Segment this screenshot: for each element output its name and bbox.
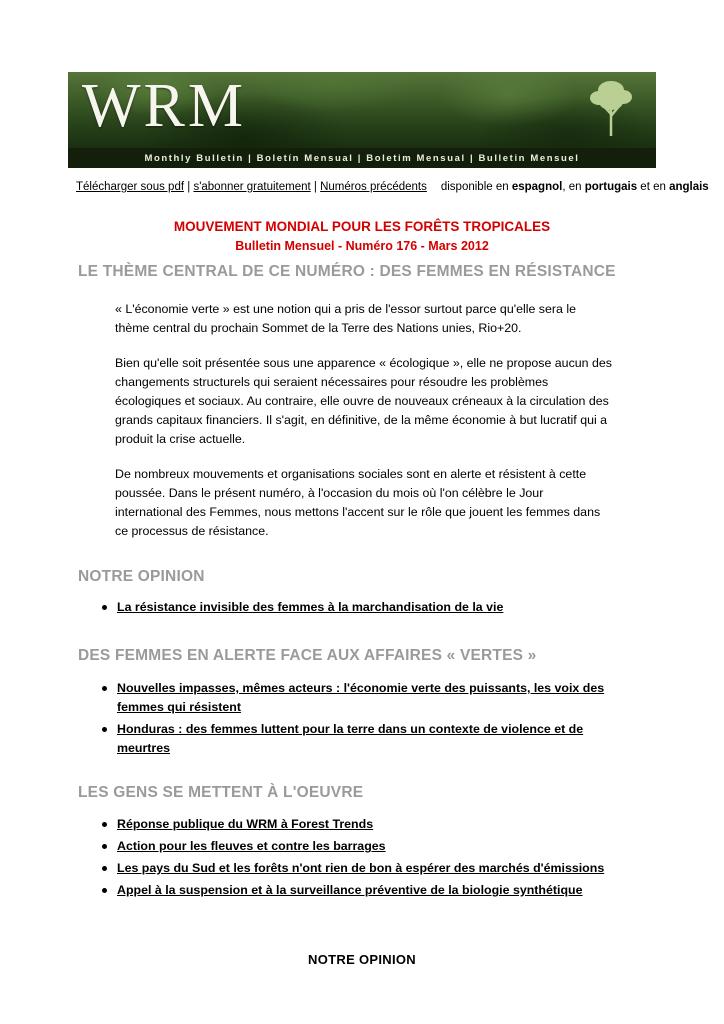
list-item [100, 598, 620, 617]
article-link[interactable]: Réponse publique du WRM à Forest Trends [117, 817, 374, 831]
banner-strip: Monthly Bulletin | Boletín Mensual | Boletim Mensual | Bulletin Mensuel [68, 148, 656, 168]
femmes-article-list [100, 679, 620, 761]
footer-section-heading: NOTRE OPINION [308, 952, 416, 967]
article-link[interactable]: Nouvelles impasses, mêmes acteurs : l'économie verte des puissants, les voix des femmes qui résistent [117, 681, 605, 714]
forest-photo [68, 72, 656, 148]
list-item [100, 859, 620, 878]
paragraph: « L'économie verte » est une notion qui a pris de l'essor surtout parce qu'elle sera le thème central du prochain Sommet de la Terre des Nations unies, Rio+20. [115, 302, 577, 335]
list-item [100, 679, 620, 717]
list-item [100, 720, 620, 758]
download-pdf-link[interactable]: Télécharger sous pdf [76, 181, 185, 193]
article-link[interactable]: Appel à la suspension et à la surveillance préventive de la biologie synthétique [117, 883, 583, 897]
gens-article-list [100, 815, 620, 903]
tree-icon [588, 78, 634, 140]
subscribe-link[interactable]: s'abonner gratuitement [193, 181, 311, 193]
list-item [100, 881, 620, 900]
separator: | [184, 181, 194, 193]
banner [68, 72, 656, 168]
availability-separator: et en [637, 181, 670, 193]
section-heading-theme: LE THÈME CENTRAL DE CE NUMÉRO : DES FEMMES EN RÉSISTANCE [78, 263, 616, 280]
availability-text [441, 181, 709, 193]
masthead [0, 219, 724, 253]
wrm-logo: WRM [82, 72, 246, 140]
portuguese-version-link[interactable]: portugais [584, 181, 638, 193]
top-nav [76, 181, 709, 193]
list-item [100, 837, 620, 856]
intro-paragraphs [115, 300, 612, 541]
article-link[interactable]: Les pays du Sud et les forêts n'ont rien de bon à espérer des marchés d'émissions [117, 861, 605, 875]
section-heading-femmes: DES FEMMES EN ALERTE FACE AUX AFFAIRES « VERTES » [78, 647, 537, 664]
section-heading-gens: LES GENS SE METTENT À L'OEUVRE [78, 784, 364, 801]
article-link[interactable]: La résistance invisible des femmes à la marchandisation de la vie [117, 600, 504, 614]
issue-line: Bulletin Mensuel - Numéro 176 - Mars 2012 [235, 239, 489, 253]
organization-title: MOUVEMENT MONDIAL POUR LES FORÊTS TROPICALES [173, 219, 551, 234]
paragraph: Bien qu'elle soit présentée sous une apparence « écologique », elle ne propose aucun des changements structurels qui seraient nécessaires pour résoudre les problèmes écologiques et sociaux. Au contraire, elle ouvre de nouveaux créneaux à la circulation des grands capitaux financiers. Il s'agit, en définitive, de la même économie à but lucratif qui a produit la crise actuelle. [115, 356, 612, 446]
availability-separator: , en [562, 181, 585, 193]
spanish-version-link[interactable]: espagnol [511, 181, 563, 193]
english-version-link[interactable]: anglais [669, 181, 709, 193]
article-link[interactable]: Action pour les fleuves et contre les barrages [117, 839, 386, 853]
article-link[interactable]: Honduras : des femmes luttent pour la terre dans un contexte de violence et de meurtres [117, 722, 584, 755]
section-heading-opinion: NOTRE OPINION [78, 568, 205, 585]
list-item [100, 815, 620, 834]
previous-issues-link[interactable]: Numéros précédents [320, 181, 427, 193]
separator: | [310, 181, 321, 193]
paragraph: De nombreux mouvements et organisations sociales sont en alerte et résistent à cette poussée. Dans le présent numéro, à l'occasion du mois où l'on célèbre le Jour international des Femmes, nous mettons l'accent sur le rôle que jouent les femmes dans ce processus de résistance. [115, 467, 601, 538]
availability-prefix: disponible en [440, 181, 512, 193]
opinion-article-list [100, 598, 620, 620]
